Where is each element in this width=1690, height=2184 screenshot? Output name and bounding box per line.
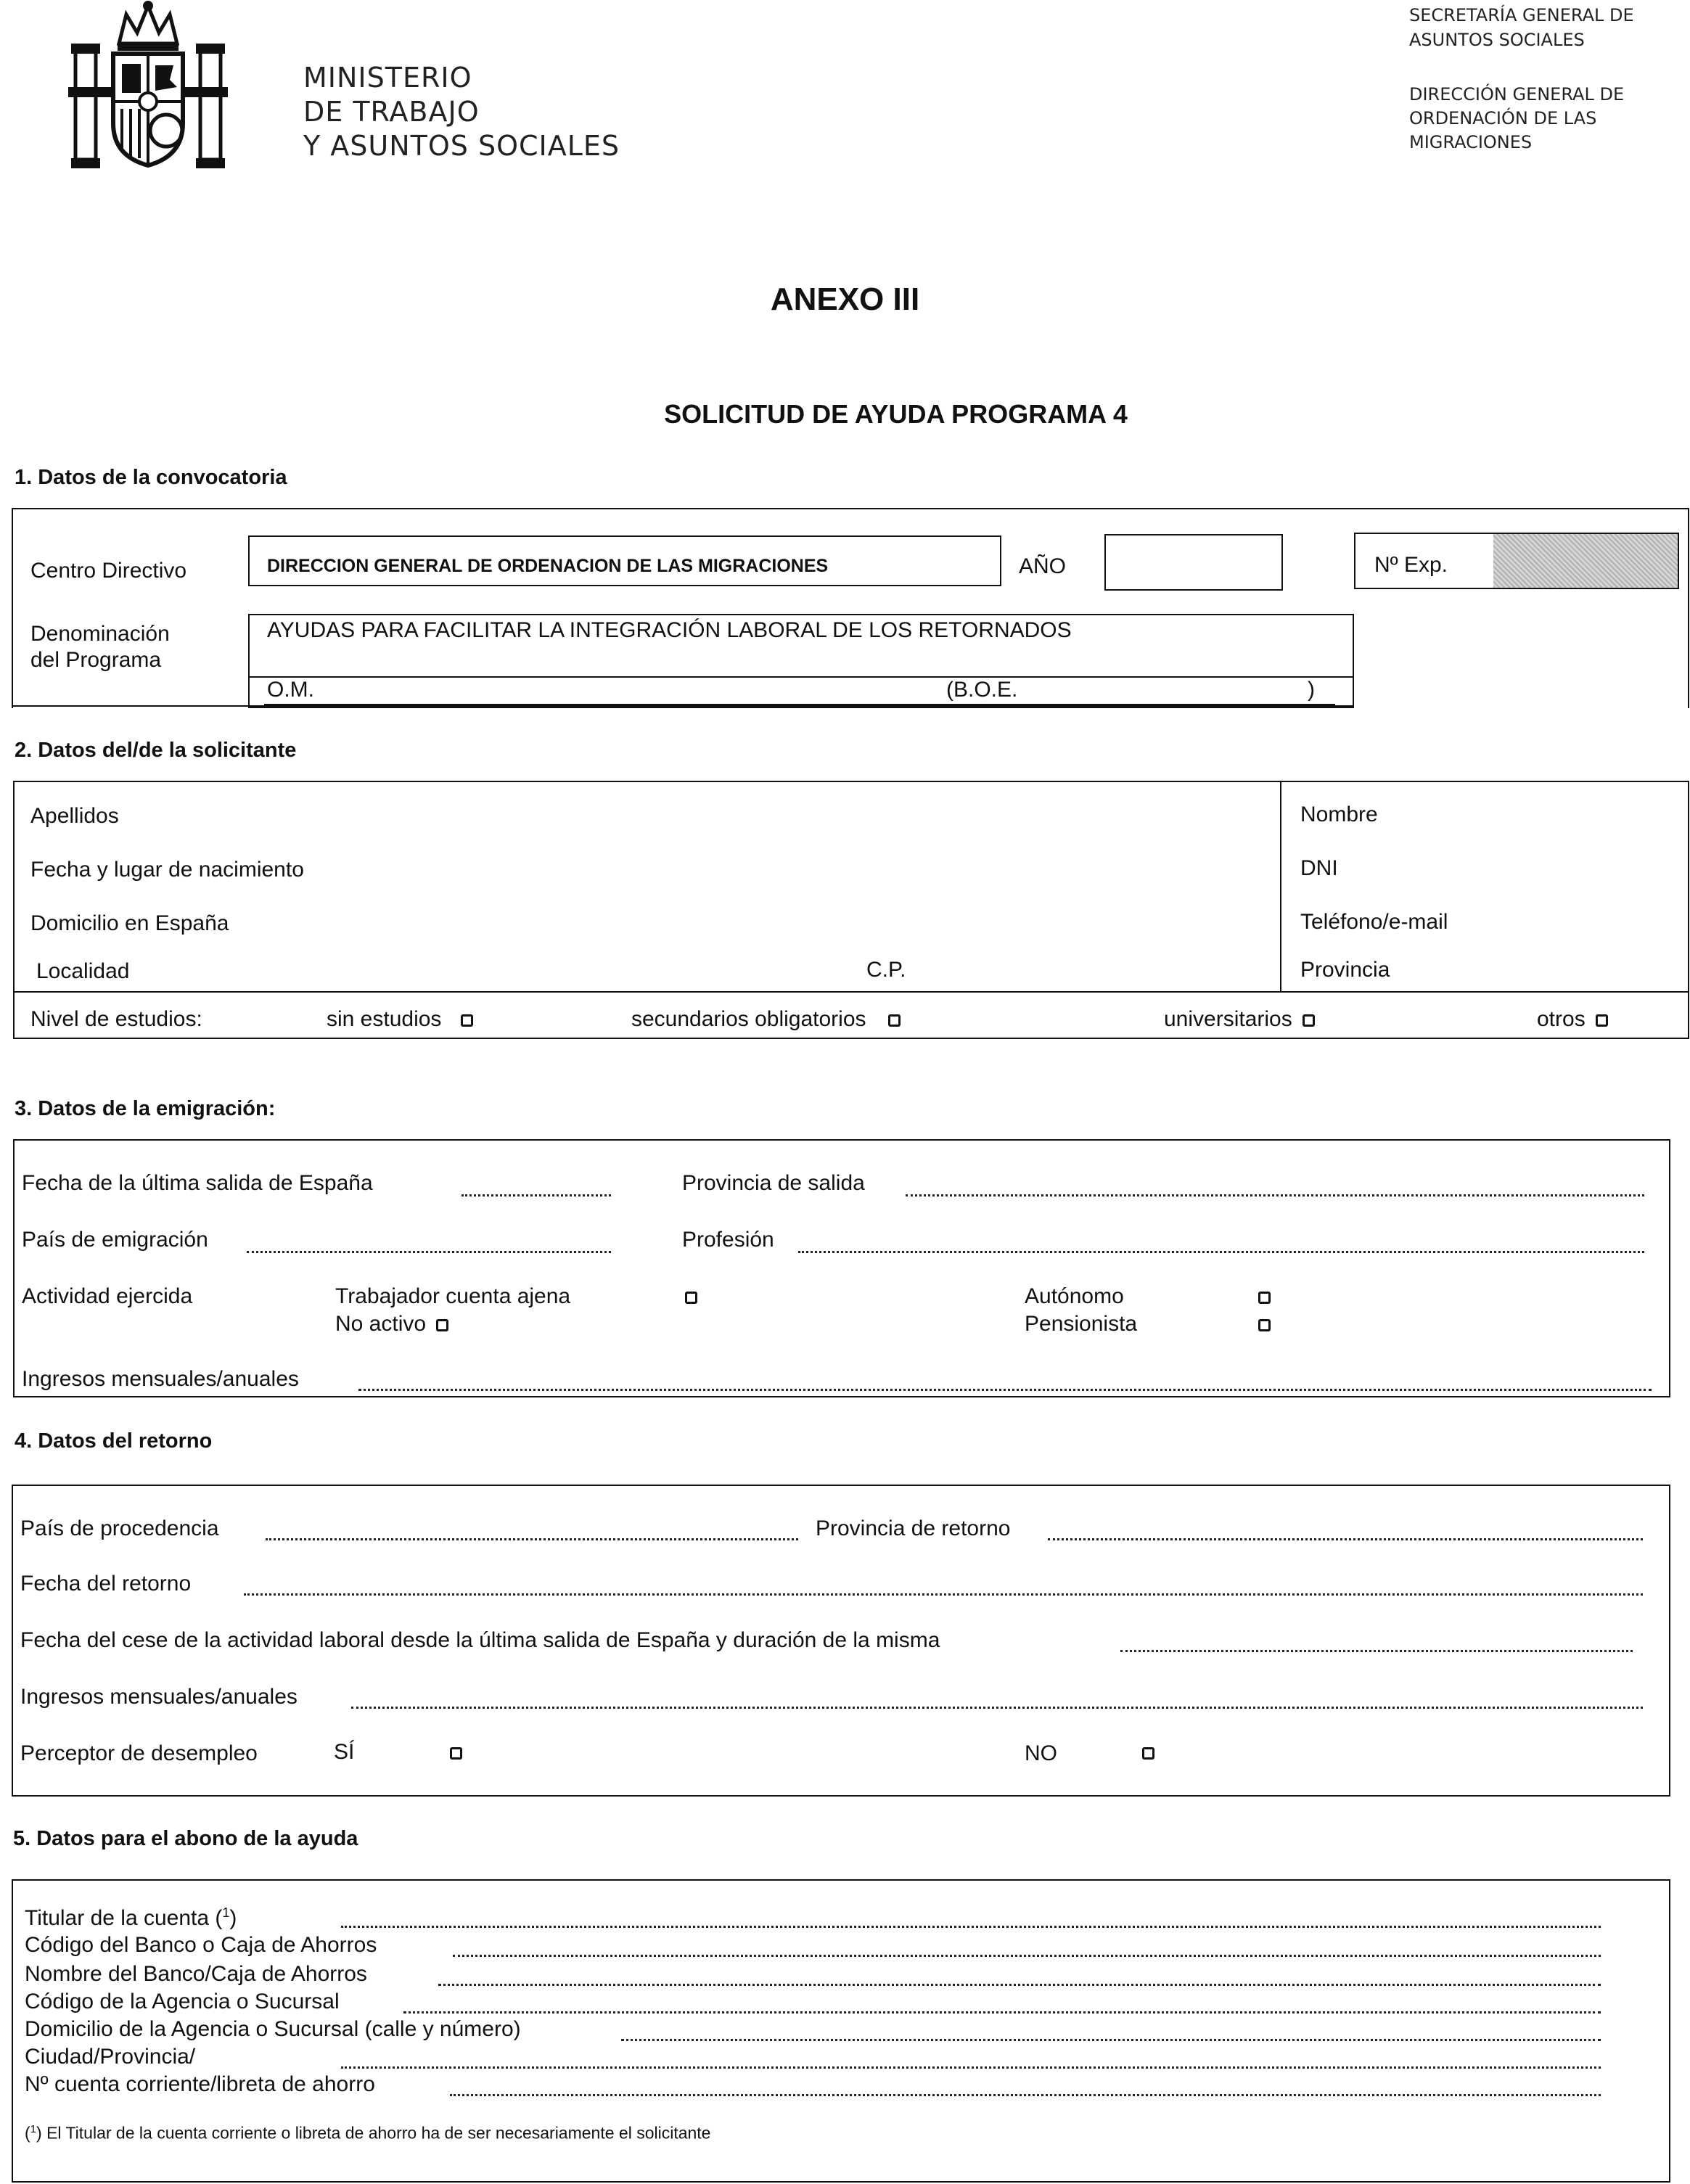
ciudad-field[interactable] (341, 2066, 1601, 2069)
checkbox[interactable] (1142, 1747, 1154, 1760)
om-boe-divider (250, 676, 1353, 678)
direccion-line: MIGRACIONES (1409, 132, 1533, 152)
checkbox[interactable] (1258, 1292, 1271, 1304)
section2-row-line (13, 991, 1688, 993)
ministry-name (303, 61, 620, 163)
titular-close: ) (229, 1906, 237, 1930)
checkbox[interactable] (436, 1319, 448, 1331)
fecha-lugar-field[interactable]: Fecha y lugar de nacimiento (30, 858, 304, 882)
ano-label: AÑO (1019, 554, 1067, 578)
exp-label: Nº Exp. (1374, 553, 1448, 577)
page-title: ANEXO III (770, 282, 920, 317)
coat-of-arms-logo (61, 0, 235, 174)
codigo-banco-field[interactable] (453, 1955, 1601, 1957)
dni-field[interactable]: DNI (1300, 856, 1338, 880)
fecha-retorno-field[interactable] (244, 1593, 1643, 1596)
denominacion-value: AYUDAS PARA FACILITAR LA INTEGRACIÓN LABORAL DE LOS RETORNADOS (267, 618, 1072, 642)
ingresos-retorno-label: Ingresos mensuales/anuales (20, 1685, 298, 1709)
fecha-retorno-label: Fecha del retorno (20, 1572, 192, 1596)
ingresos-emigracion-label: Ingresos mensuales/anuales (22, 1367, 299, 1391)
pensionista-label: Pensionista (1025, 1312, 1138, 1336)
domicilio-field[interactable]: Domicilio en España (30, 911, 229, 935)
fecha-salida-label: Fecha de la última salida de España (22, 1171, 373, 1195)
section1-heading: 1. Datos de la convocatoria (15, 466, 287, 489)
centro-directivo-label: Centro Directivo (30, 559, 187, 583)
checkbox[interactable] (685, 1292, 697, 1304)
pais-procedencia-label: País de procedencia (20, 1516, 219, 1540)
ministry-line: MINISTERIO (303, 62, 472, 94)
localidad-field[interactable]: Localidad (36, 959, 130, 983)
provincia-retorno-label: Provincia de retorno (816, 1516, 1011, 1540)
section4-heading: 4. Datos del retorno (15, 1429, 213, 1453)
codigo-agencia-label: Código de la Agencia o Sucursal (25, 1990, 340, 2013)
nombre-banco-field[interactable] (438, 1984, 1601, 1986)
boe-close: ) (1308, 678, 1315, 702)
footnote-text: ) El Titular de la cuenta corriente o libreta de ahorro ha de ser necesariamente el solicitante (36, 2123, 711, 2143)
profesion-label: Profesión (682, 1228, 774, 1252)
cp-field[interactable]: C.P. (866, 958, 906, 982)
opt-otros-label: otros (1537, 1007, 1586, 1031)
footnote-open: ( (25, 2123, 30, 2143)
provincia-salida-label: Provincia de salida (682, 1171, 865, 1195)
checkbox[interactable] (1303, 1014, 1315, 1027)
denominacion-label-line: del Programa (30, 648, 162, 672)
provincia-field[interactable]: Provincia (1300, 958, 1390, 982)
page-subtitle: SOLICITUD DE AYUDA PROGRAMA 4 (664, 399, 1128, 429)
om-label: O.M. (267, 678, 314, 702)
si-label: SÍ (334, 1740, 355, 1764)
fecha-salida-field[interactable] (462, 1194, 611, 1196)
apellidos-field[interactable]: Apellidos (30, 804, 119, 828)
centro-directivo-value: DIRECCION GENERAL DE ORDENACION DE LAS MIGRACIONES (267, 556, 829, 576)
fecha-cese-label: Fecha del cese de la actividad laboral desde la última salida de España y duración de la misma (20, 1628, 940, 1652)
telefono-field[interactable]: Teléfono/e-mail (1300, 910, 1448, 934)
profesion-field[interactable] (798, 1251, 1644, 1253)
boe-label: (B.O.E. (946, 678, 1018, 702)
exp-field-shaded (1493, 534, 1678, 588)
cuenta-label: Nº cuenta corriente/libreta de ahorro (25, 2072, 375, 2096)
checkbox[interactable] (1258, 1319, 1271, 1331)
checkbox[interactable] (450, 1747, 462, 1760)
pais-emigracion-field[interactable] (247, 1251, 611, 1253)
footnote (25, 2123, 710, 2143)
checkbox[interactable] (461, 1014, 473, 1027)
domicilio-agencia-label: Domicilio de la Agencia o Sucursal (calle y número) (25, 2017, 521, 2041)
cuenta-field[interactable] (450, 2094, 1601, 2096)
secretaria-line: ASUNTOS SOCIALES (1409, 30, 1585, 50)
fecha-cese-field[interactable] (1120, 1650, 1633, 1652)
codigo-agencia-field[interactable] (403, 2011, 1601, 2013)
section2-vdivider (1280, 781, 1281, 991)
ministry-line: DE TRABAJO (303, 96, 480, 128)
secretaria-block (1409, 3, 1634, 52)
titular-label (25, 1905, 237, 1931)
footnote-ref: 1 (222, 1905, 230, 1920)
direccion-line: DIRECCIÓN GENERAL DE (1409, 84, 1625, 104)
no-label: NO (1025, 1741, 1057, 1765)
nivel-estudios-label: Nivel de estudios: (30, 1007, 202, 1031)
secretaria-line: SECRETARÍA GENERAL DE (1409, 5, 1634, 25)
titular-field[interactable] (341, 1926, 1601, 1928)
pais-procedencia-field[interactable] (266, 1538, 798, 1540)
opt-universitarios[interactable] (1164, 1007, 1315, 1032)
nombre-banco-label: Nombre del Banco/Caja de Ahorros (25, 1962, 367, 1986)
no-activo-option[interactable] (335, 1312, 448, 1337)
perceptor-label: Perceptor de desempleo (20, 1741, 258, 1765)
centro-directivo-field[interactable] (248, 535, 1001, 586)
opt-universitarios-label: universitarios (1164, 1007, 1292, 1031)
ingresos-retorno-field[interactable] (351, 1707, 1643, 1709)
trabajador-label: Trabajador cuenta ajena (335, 1284, 571, 1308)
provincia-retorno-field[interactable] (1048, 1538, 1643, 1540)
opt-secundarios[interactable] (631, 1007, 901, 1032)
om-underline (264, 704, 1335, 705)
footnote-marker: 1 (30, 2123, 37, 2135)
codigo-banco-label: Código del Banco o Caja de Ahorros (25, 1933, 377, 1957)
opt-sin-estudios[interactable] (327, 1007, 473, 1032)
autonomo-label: Autónomo (1025, 1284, 1124, 1308)
ministry-line: Y ASUNTOS SOCIALES (303, 130, 620, 162)
denominacion-label (30, 621, 170, 673)
opt-sin-label: sin estudios (327, 1007, 442, 1031)
ano-field[interactable] (1104, 534, 1283, 591)
denominacion-label-line: Denominación (30, 622, 170, 646)
exp-box (1354, 533, 1679, 589)
actividad-label: Actividad ejercida (22, 1284, 193, 1308)
domicilio-agencia-field[interactable] (621, 2039, 1601, 2041)
titular-text: Titular de la cuenta ( (25, 1906, 223, 1930)
pais-emigracion-label: País de emigración (22, 1228, 208, 1252)
section2-heading: 2. Datos del/de la solicitante (15, 739, 297, 762)
denominacion-field[interactable] (248, 614, 1354, 708)
checkbox[interactable] (1596, 1014, 1608, 1027)
no-activo-label: No activo (335, 1312, 427, 1336)
ciudad-label: Ciudad/Provincia/ (25, 2045, 196, 2069)
checkbox[interactable] (888, 1014, 901, 1027)
section5-heading: 5. Datos para el abono de la ayuda (13, 1827, 358, 1850)
direccion-line: ORDENACIÓN DE LAS (1409, 108, 1597, 128)
direccion-block (1409, 83, 1624, 155)
provincia-salida-field[interactable] (906, 1194, 1644, 1196)
ingresos-emigracion-field[interactable] (358, 1389, 1652, 1391)
opt-otros[interactable] (1537, 1007, 1608, 1032)
nombre-field[interactable]: Nombre (1300, 802, 1378, 826)
opt-secundarios-label: secundarios obligatorios (631, 1007, 866, 1031)
section3-heading: 3. Datos de la emigración: (15, 1097, 276, 1120)
